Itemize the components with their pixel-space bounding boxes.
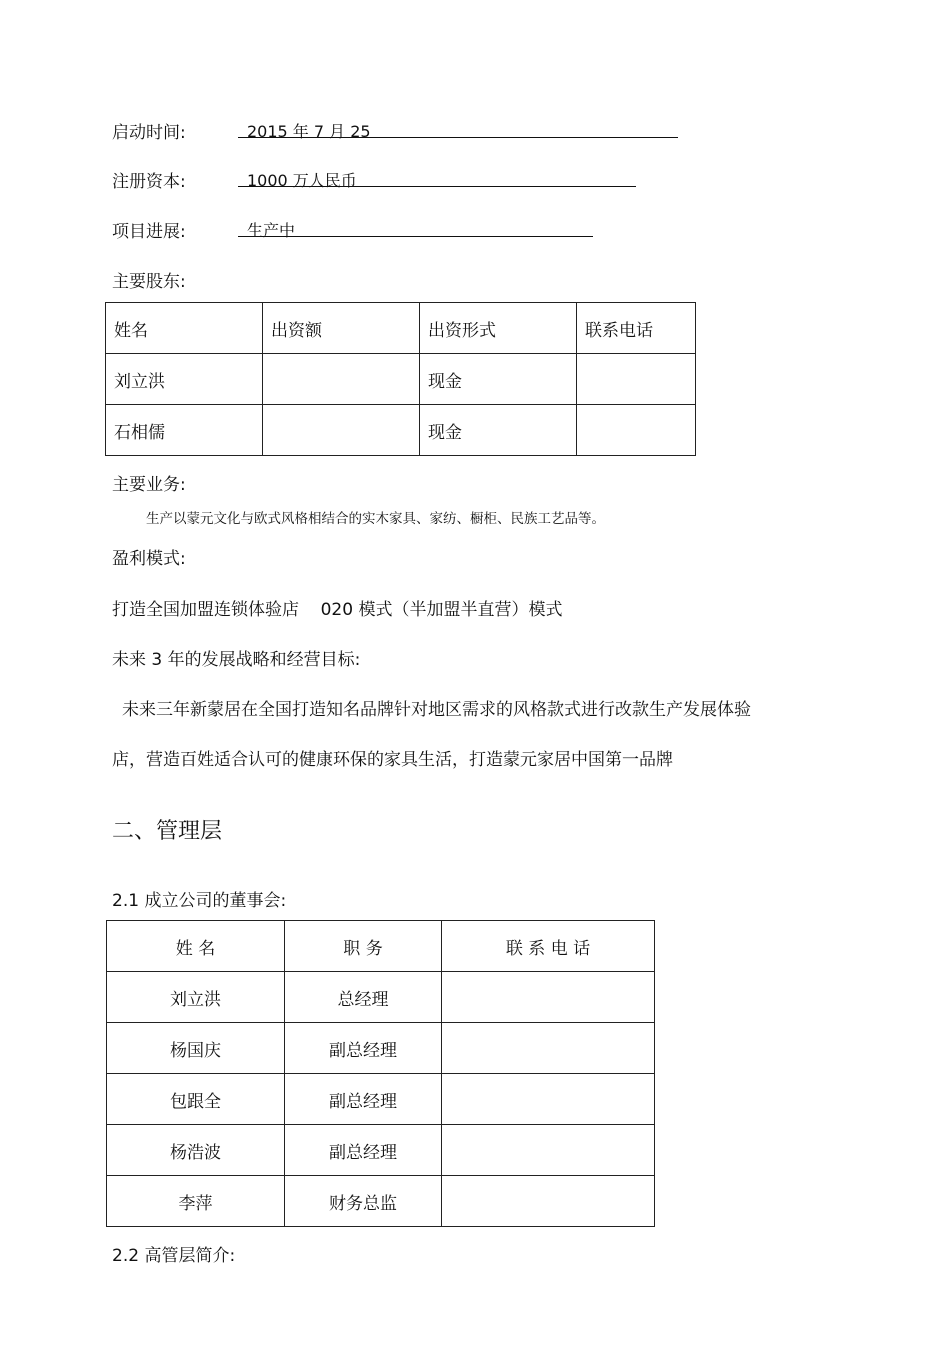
start-time-value: 2015 年 7 月 25 [247,122,371,141]
table-cell [263,405,420,456]
capital-value: 1000 万人民币 [247,171,357,190]
table-cell: 刘立洪 [107,972,285,1023]
profit-text: 打造全国加盟连锁体验店 020 模式（半加盟半直营）模式 [112,600,563,620]
progress-label: 项目进展: [112,222,186,242]
progress-value: 生产中 [247,221,296,240]
table-row [107,1125,655,1176]
table-cell [263,354,420,405]
table-cell: 李萍 [107,1176,285,1227]
table-cell: 副总经理 [285,1074,442,1125]
table-cell: 现金 [420,354,577,405]
table-row [107,972,655,1023]
table-header-row [107,921,655,972]
exec-heading: 2.2 高管层简介: [112,1246,236,1266]
strategy-line-1: 未来三年新蒙居在全国打造知名品牌针对地区需求的风格款式进行改款生产发展体验 [122,700,751,720]
table-header-cell: 姓 名 [107,921,285,972]
table-cell: 杨国庆 [107,1023,285,1074]
table-cell: 副总经理 [285,1125,442,1176]
board-table [106,920,655,1227]
table-cell [577,354,696,405]
table-cell [442,1176,655,1227]
table-row [106,354,696,405]
table-cell: 石相儒 [106,405,263,456]
board-heading: 2.1 成立公司的董事会: [112,891,287,911]
profit-heading: 盈利模式: [112,549,186,569]
shareholders-heading: 主要股东: [112,272,186,292]
table-cell: 刘立洪 [106,354,263,405]
table-row [107,1074,655,1125]
table-cell [442,1023,655,1074]
table-header-row [106,303,696,354]
strategy-line-2: 店，营造百姓适合认可的健康环保的家具生活，打造蒙元家居中国第一品牌 [112,750,673,770]
table-cell: 包跟全 [107,1074,285,1125]
table-cell: 总经理 [285,972,442,1023]
strategy-heading: 未来 3 年的发展战略和经营目标: [112,650,361,670]
table-header-cell: 姓名 [106,303,263,354]
table-cell [577,405,696,456]
table-header-cell: 出资额 [263,303,420,354]
table-cell: 现金 [420,405,577,456]
table-cell: 副总经理 [285,1023,442,1074]
table-cell [442,1074,655,1125]
business-heading: 主要业务: [112,475,186,495]
start-time-label: 启动时间: [112,123,186,143]
table-row [107,1023,655,1074]
capital-label: 注册资本: [112,172,186,192]
business-text: 生产以蒙元文化与欧式风格相结合的实木家具、家纺、橱柜、民族工艺品等。 [146,511,605,527]
table-header-cell: 联系电话 [577,303,696,354]
table-row [106,405,696,456]
table-cell: 杨浩波 [107,1125,285,1176]
table-cell [442,1125,655,1176]
shareholders-table [105,302,696,456]
table-row [107,1176,655,1227]
table-cell: 财务总监 [285,1176,442,1227]
table-cell [442,972,655,1023]
table-header-cell: 联 系 电 话 [442,921,655,972]
table-header-cell: 出资形式 [420,303,577,354]
table-header-cell: 职 务 [285,921,442,972]
section-title-management: 二、管理层 [112,819,223,844]
